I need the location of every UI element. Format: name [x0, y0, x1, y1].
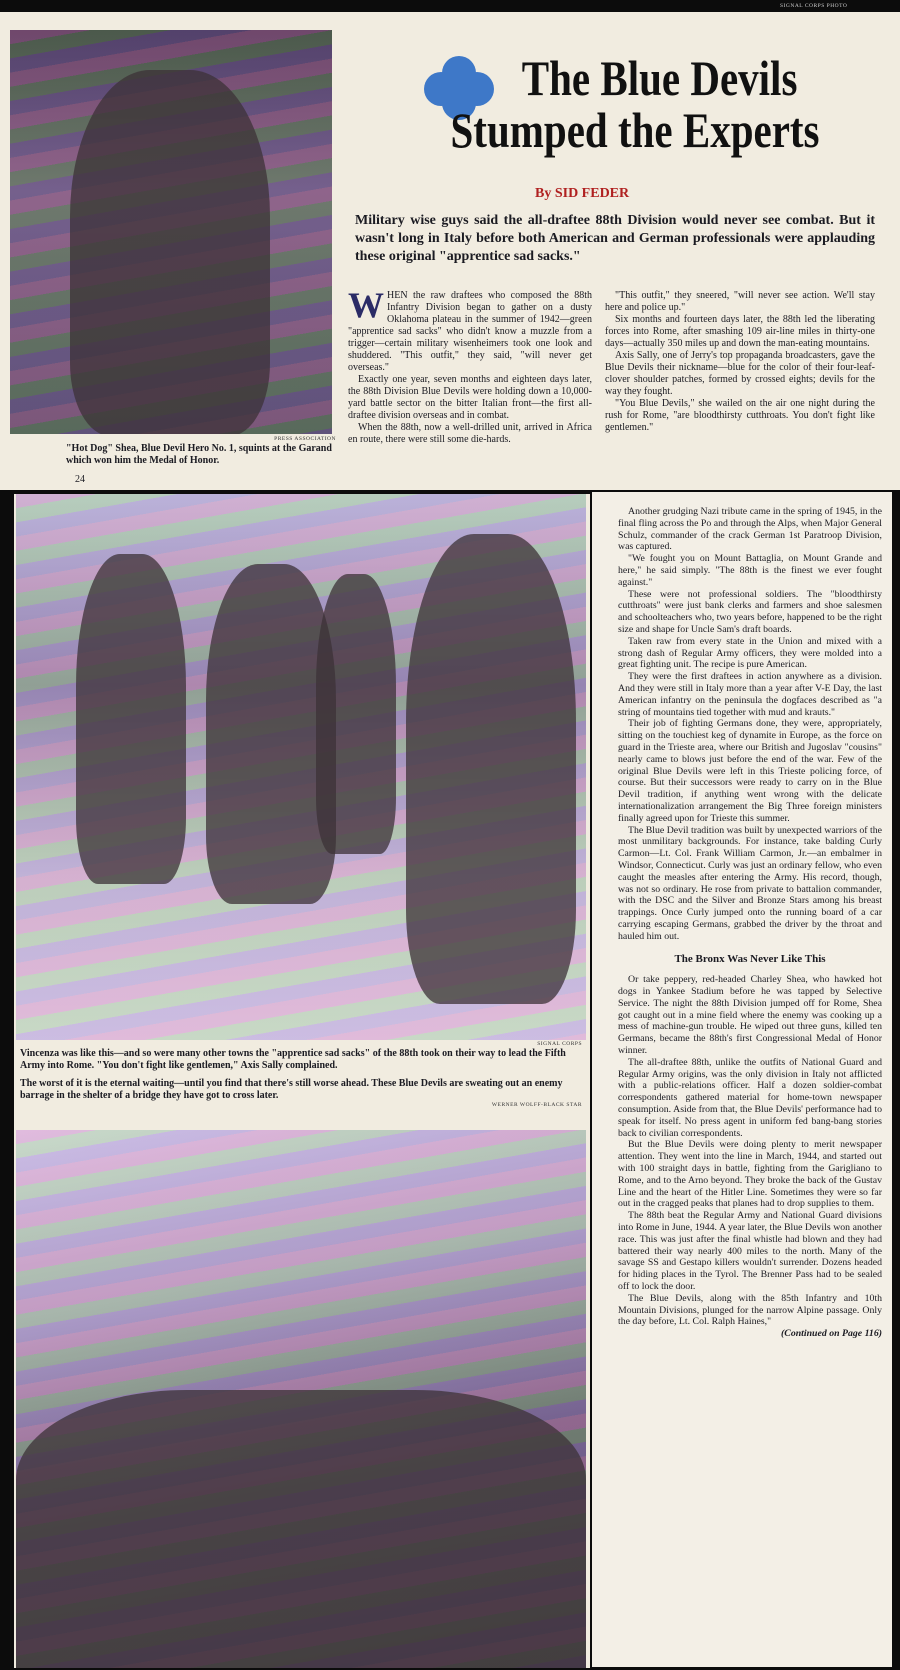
deck: Military wise guys said the all-draftee 88th Division would never see combat. But it wasn't long in Italy before both American and German professionals were applauding these original "apprentice sad sacks."	[355, 213, 875, 264]
paragraph: Or take peppery, red-headed Charley Shea, who hawked hot dogs in Yankee Stadium before he was tapped by Selective Service. The night the 88th Division jumped off for Rome, Shea got caught out in a mine field where the enemy was cooking up a mess of machine-gun trouble. He wiped out three guns, killed ten Germans, became the 88th's first Congressional Medal of Honor winner.	[618, 974, 882, 1057]
photo-credit-top: SIGNAL CORPS PHOTO	[780, 3, 848, 9]
photo1-credit: PRESS ASSOCIATION	[274, 436, 336, 442]
photo2-credit: SIGNAL CORPS	[537, 1041, 582, 1047]
continued-link[interactable]: (Continued on Page 116)	[781, 1328, 882, 1340]
paragraph: These were not professional soldiers. The "bloodthirsty cutthroats" were just bank clerks and farmers and shoe salesmen and schoolteachers who, two years before, happened to be the right size and shape for Uncle Sam's draft boards.	[618, 588, 882, 635]
paragraph: HEN the raw draftees who composed the 88th Infantry Division began to gather on a dusty Oklahoma plateau in the summer of 1942—green "apprentice sad sacks" who didn't know a muzzle from a trigger—certain military wisenheimers took one look and shuddered. "This outfit," they said, "will never get overseas."	[348, 290, 592, 373]
middle-caption-block	[20, 1041, 582, 1109]
paragraph: Six months and fourteen days later, the 88th led the liberating forces into Rome, after smashing 109 air-line miles in thirty-one days—actually 350 miles up and down the man-eating mountains.	[605, 314, 875, 349]
page-number: 24	[75, 474, 85, 485]
column-3	[618, 506, 882, 1340]
photo3-caption: The worst of it is the eternal waiting—until you find that there's still worse ahead. These Blue Devils are sweating out an enemy barrage in the shelter of a bridge they have got to cross later.	[20, 1078, 563, 1101]
photo3-credit: WERNER WOLFF-BLACK STAR	[491, 1102, 582, 1108]
photo1-caption: "Hot Dog" Shea, Blue Devil Hero No. 1, squints at the Garand which won him the Medal of Honor.	[66, 443, 332, 466]
column-1	[348, 285, 592, 446]
paragraph: But the Blue Devils were doing plenty to merit newspaper attention. They went into the line in March, 1944, and started out with 100 straight days in battle, fighting from the Garigliano to Rome, and to the Arno beyond. They broke the back of the Gustav Line and the heart of the Hitler Line. Sometimes they were so far out in the cragged peaks that planes had to drop supplies to them.	[618, 1139, 882, 1210]
paragraph: The 88th beat the Regular Army and National Guard divisions into Rome in June, 1944. A year later, the Blue Devils won another race. This was just after the final whistle had blown and they had battered their way nearly 400 miles to the north. Many of the savage SS and Gestapo killers wouldn't surrender. Dozens headed for hiding places in the Tyrol. The Brenner Pass had to be sealed off to lock the door.	[618, 1210, 882, 1292]
paragraph: "This outfit," they sneered, "will never see action. We'll stay here and police up."	[605, 290, 875, 313]
column-2	[605, 290, 875, 434]
photo1-caption-block	[66, 436, 336, 467]
paragraph: Taken raw from every state in the Union and mixed with a strong dash of Regular Army officers, they were molded into a great fighting unit. The recipe is pure American.	[618, 635, 882, 671]
photo-vincenza	[16, 494, 586, 1040]
title-line-2: Stumped the Experts	[450, 102, 820, 158]
paragraph: Exactly one year, seven months and eighteen days later, the 88th Division Blue Devils were holding down a 10,000-yard battle sector on the bitter Italian front—the first all-draftee division overseas and in combat.	[348, 374, 592, 421]
article-title	[442, 52, 827, 156]
photo-bridge-shelter	[16, 1130, 586, 1668]
paragraph: The all-draftee 88th, unlike the outfits of National Guard and Regular Army origins, was the only division in Italy not afflicted with a public-relations officer. Half a dozen soldier-combat correspondents gathered material for home-town newspaper consumption. Aside from that, the Blue Devils' performance had to speak for itself. No press agent in uniform fed bang-bang stories back to civilian correspondents.	[618, 1056, 882, 1139]
photo-hot-dog-shea	[10, 30, 332, 434]
paragraph: Their job of fighting Germans done, they were, appropriately, sitting on the touchiest keg of dynamite in Europe, as the force on guard in the Trieste area, where our British and Jugoslav "cousins" nearly came to blows just before the end of the war. Few of the original Blue Devils were left in this Trieste policing force, of course. But their successors were ready to carry on in the Blue Devil tradition, if anything went wrong with the delicate internationalization arrangement the Big Three foreign ministers finally agreed upon for Trieste this summer.	[618, 718, 882, 824]
byline: By SID FEDER	[535, 186, 630, 201]
paragraph: The Blue Devils, along with the 85th Infantry and 10th Mountain Divisions, plunged for the narrow Alpine passage. Only the day before, Lt. Col. Ralph Haines,"	[618, 1292, 882, 1328]
paragraph: Axis Sally, one of Jerry's top propaganda broadcasters, gave the Blue Devils their nickname—blue for the color of their four-leaf-clover shoulder patches, formed by crossed eights; devils for the way they fought.	[605, 350, 875, 397]
title-line-1: The Blue Devils	[521, 50, 798, 106]
paragraph: They were the first draftees in action anywhere as a division. And they were still in Italy more than a year after V-E Day, the last American infantry on the peninsula the dogfaces described as "a string of mountains tied together with mud and krauts."	[618, 671, 882, 718]
paragraph: The Blue Devil tradition was built by unexpected warriors of the most unmilitary backgrounds. For instance, take balding Curly Carmon—Lt. Col. Frank William Carmon, Jr.—an embalmer in Windsor, Connecticut. Curly was just an ordinary fellow, who even caught the measles after entering the Army. His record, though, was not so ordinary. He rose from private to battalion commander, with the DSC and the Silver and Bronze Stars among his breast trappings. Once Curly jumped onto the running board of a car carrying escaping Germans, grabbed the driver by the throat and hauled him out.	[618, 824, 882, 942]
paragraph: When the 88th, now a well-drilled unit, arrived in Africa en route, there were still some die-hards.	[348, 422, 592, 445]
paragraph: Another grudging Nazi tribute came in the spring of 1945, in the final fling across the Po and through the Alps, when Major General Schulz, commander of the crack German 1st Paratroop Division, was captured.	[618, 506, 882, 553]
paragraph: "You Blue Devils," she wailed on the air one night during the rush for Rome, "are bloodthirsty cutthroats. You don't fight like gentlemen."	[605, 398, 875, 433]
drop-cap: W	[348, 285, 384, 325]
photo2-caption: Vincenza was like this—and so were many other towns the "apprentice sad sacks" of the 88th took on their way to lead the Fifth Army into Rome. "You don't fight like gentlemen," Axis Sally complained.	[20, 1048, 566, 1071]
paragraph: "We fought you on Mount Battaglia, on Mount Grande and here," he said simply. "The 88th is the finest we ever fought against."	[618, 553, 882, 588]
subheading: The Bronx Was Never Like This	[674, 953, 826, 966]
